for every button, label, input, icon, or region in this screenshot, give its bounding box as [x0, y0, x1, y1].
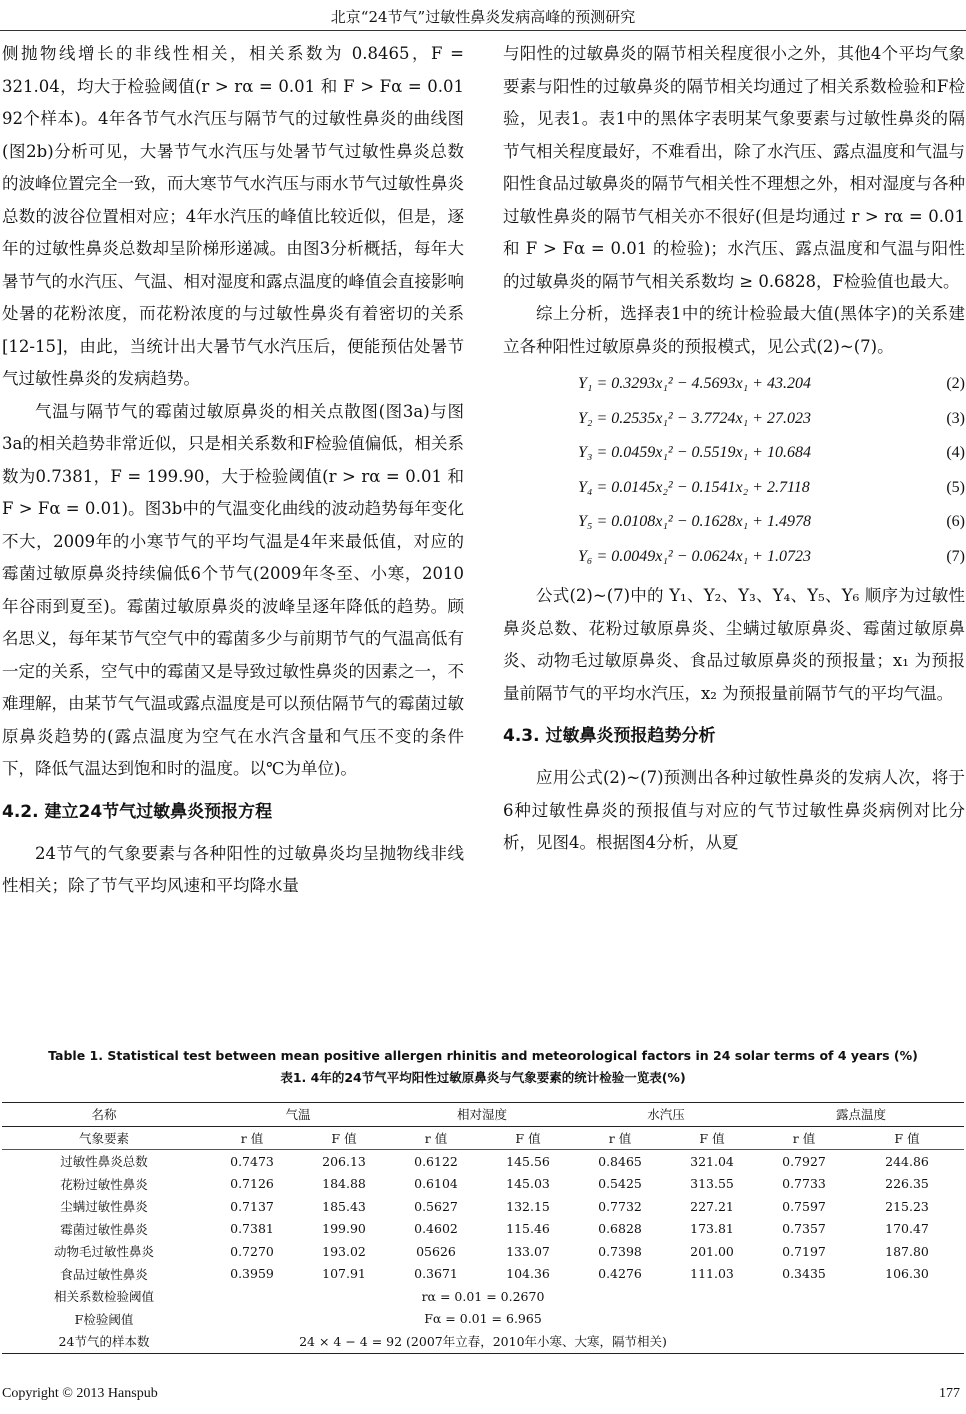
copyright-notice: Copyright © 2013 Hanspub	[2, 1386, 158, 1401]
equation-expr: Y₂ = 0.2535x₁² − 3.7724x₁ + 27.023	[578, 409, 811, 427]
table-cell: 111.03	[690, 1266, 734, 1282]
running-header: 北京“24节气”过敏性鼻炎发病高峰的预测研究	[330, 8, 636, 26]
paragraph: 与阳性的过敏鼻炎的隔节相关程度很小之外，其他4个平均气象要素与阳性的过敏鼻炎的隔节相关均通过了相关系数检验和F检验，见表1。表1中的黑体字表明某气象要素与过敏性鼻炎的隔节气相关程度最好，不难看出，除了水汽压、露点温度和气温与阳性食品过敏鼻炎的隔节气相关性不理想之外，相对湿度与各种过敏性鼻炎的隔节气相关亦不很好(但是均通过 r > rα = 0.01 和 F > Fα = 0.01 的检验)；水汽压、露点温度和气温与阳性的过敏鼻炎的隔节气相关系数均 ≥ 0.6828，F检验值也最大。	[503, 44, 965, 291]
table-cell: 0.6122	[414, 1153, 458, 1169]
table-cell: 24 × 4 − 4 = 92 (2007年立春，2010年小寒、大寒，隔节相关)	[206, 1330, 964, 1353]
table-header-cell: r 值	[390, 1126, 482, 1150]
table-cell: 0.7381	[230, 1221, 274, 1237]
paragraph: 应用公式(2)~(7)预测出各种过敏性鼻炎的发病人次，将于6种过敏性鼻炎的预报值与对应的气节过敏性鼻炎病例对比分析，见图4。根据图4分析，从夏	[503, 768, 965, 852]
table-row	[2, 1218, 964, 1241]
table-header-cell: r 值	[206, 1126, 298, 1150]
table-cell: 05626	[416, 1243, 456, 1259]
table-group-header-row	[2, 1103, 964, 1127]
table-cell: 313.55	[690, 1176, 734, 1192]
table-cell: 0.4602	[414, 1221, 458, 1237]
header-rule	[0, 30, 966, 31]
table-cell: 0.3959	[230, 1266, 274, 1282]
equation-number: (6)	[946, 513, 965, 530]
table-cell: 106.30	[885, 1266, 929, 1282]
table-caption-en: Table 1. Statistical test between mean positive allergen rhinitis and meteorological factors in 24 solar terms of 4 years (%)	[48, 1048, 918, 1063]
equation-number: (5)	[946, 478, 965, 496]
equation	[503, 436, 965, 471]
table-header-cell: 相对湿度	[390, 1103, 574, 1127]
table-cell: 184.88	[322, 1176, 366, 1192]
table-cell: 193.02	[322, 1243, 366, 1259]
table-cell: F检验阈值	[74, 1311, 134, 1327]
table-cell: 145.56	[506, 1153, 550, 1169]
table-cell: 相关系数检验阈值	[53, 1289, 154, 1305]
table-cell: 0.7357	[782, 1221, 826, 1237]
table-cell: 185.43	[322, 1198, 366, 1214]
table-cell: 0.7597	[782, 1198, 826, 1214]
table-row	[2, 1150, 964, 1173]
table-footer-row	[2, 1308, 964, 1331]
table-cell: 170.47	[885, 1221, 929, 1237]
table-cell: 花粉过敏性鼻炎	[60, 1176, 148, 1192]
left-column	[2, 38, 464, 903]
table-row	[2, 1173, 964, 1196]
table-header-cell: 名称	[2, 1103, 206, 1127]
table-cell: 0.6828	[598, 1221, 642, 1237]
table-caption-cn: 表1. 4年的24节气平均阳性过敏原鼻炎与气象要素的统计检验一览表(%)	[280, 1070, 686, 1085]
table-header-cell: F 值	[850, 1126, 964, 1150]
table-cell: 244.86	[885, 1153, 929, 1169]
table-cell: rα = 0.01 = 0.2670	[421, 1288, 545, 1304]
equation-expr: Y₃ = 0.0459x₁² − 0.5519x₁ + 10.684	[578, 444, 811, 461]
table-cell: Fα = 0.01 = 6.965	[424, 1311, 542, 1327]
table-header-cell: 露点温度	[758, 1103, 964, 1127]
table-cell: 尘螨过敏性鼻炎	[60, 1199, 148, 1215]
table-cell: 0.8465	[598, 1153, 642, 1169]
section-heading-4-2: 4.2. 建立24节气过敏鼻炎预报方程	[2, 801, 273, 822]
equation-number: (2)	[946, 375, 965, 392]
paragraph: 侧抛物线增长的非线性相关，相关系数为 0.8465，F = 321.04，均大于检验阈值(r > rα = 0.01 和 F > Fα = 0.01 92个样本)。4年各节气水汽压与隔节气的过敏性鼻炎的曲线图(图2b)分析可见，大暑节气水汽压与处暑节气过敏性鼻炎总数的波峰位置完全一致，而大寒节气水汽压与雨水节气过敏性鼻炎总数的波谷位置相对应；4年水汽压的峰值比较近似，但是，逐年的过敏性鼻炎总数却呈阶梯形递减。由图3分析概括，每年大暑节气的水汽压、气温、相对湿度和露点温度的峰值会直接影响处暑的花粉浓度，而花粉浓度的与过敏性鼻炎有着密切的关系[12-15]，由此，当统计出大暑节气水汽压后，便能预估处暑节气过敏性鼻炎的发病趋势。	[2, 44, 464, 388]
table-cell: 动物毛过敏性鼻炎	[53, 1244, 154, 1260]
table-header-cell: 气温	[206, 1103, 390, 1127]
paragraph: 气温与隔节气的霉菌过敏原鼻炎的相关点散图(图3a)与图3a的相关趋势非常近似，只是相关系数和F检验值偏低，相关系数为0.7381，F = 199.90，大于检验阈值(r > rα = 0.01 和 F > Fα = 0.01)。图3b中的气温变化曲线的波动趋势每年变化不大，2009年的小寒节气的平均气温是4年来最低值，对应的霉菌过敏原鼻炎持续偏低6个节气(2009年冬至、小寒，2010年谷雨到夏至)。霉菌过敏原鼻炎的波峰呈逐年降低的趋势。顾名思义，每年某节气空气中的霉菌多少与前期节气的气温高低有一定的关系，空气中的霉菌又是导致过敏性鼻炎的因素之一，不难理解，由某节气气温或露点温度是可以预估隔节气的霉菌过敏原鼻炎趋势的(露点温度为空气在水汽含量和气压不变的条件下，降低气温达到饱和时的温度。以℃为单位)。	[2, 401, 464, 778]
table-cell: 0.7733	[782, 1176, 826, 1192]
table-cell: 过敏性鼻炎总数	[60, 1154, 148, 1170]
equation	[503, 505, 965, 540]
table-cell: 226.35	[885, 1176, 929, 1192]
table-cell: 107.91	[322, 1266, 366, 1282]
equation	[503, 540, 965, 575]
right-column	[503, 38, 965, 860]
table-cell: 0.5627	[414, 1198, 458, 1214]
table-cell: 0.7473	[230, 1153, 274, 1169]
table-cell: 0.4276	[598, 1266, 642, 1282]
equation-number: (3)	[946, 409, 965, 427]
table-cell: 0.3671	[414, 1266, 458, 1282]
table-cell: 食品过敏性鼻炎	[60, 1266, 148, 1282]
equation	[503, 402, 965, 437]
table-cell: 206.13	[322, 1153, 366, 1169]
table-cell: 132.15	[506, 1198, 550, 1214]
equation-expr: Y₁ = 0.3293x₁² − 4.5693x₁ + 43.204	[578, 375, 811, 392]
equation-expr: Y₆ = 0.0049x₁² − 0.0624x₁ + 1.0723	[578, 547, 811, 565]
table-cell: 115.46	[506, 1221, 550, 1237]
table-cell: 187.80	[885, 1243, 929, 1259]
equation-number: (7)	[946, 547, 965, 565]
table-header-cell: 水汽压	[574, 1103, 758, 1127]
table-cell: 133.07	[506, 1243, 550, 1259]
table-cell: 霉菌过敏性鼻炎	[60, 1221, 148, 1237]
table-row	[2, 1195, 964, 1218]
table-row	[2, 1240, 964, 1263]
table-cell: 215.23	[885, 1198, 929, 1214]
table-cell: 173.81	[690, 1221, 734, 1237]
table-footer-row	[2, 1330, 964, 1353]
table-sub-header-row	[2, 1126, 964, 1150]
table-cell: 321.04	[690, 1153, 734, 1169]
table-cell: 0.7270	[230, 1243, 274, 1259]
table-footer-row	[2, 1285, 964, 1308]
table-cell: 201.00	[690, 1243, 734, 1259]
page-number: 177	[939, 1386, 960, 1401]
section-heading-4-3: 4.3. 过敏鼻炎预报趋势分析	[503, 726, 716, 746]
table-cell: 0.7137	[230, 1198, 274, 1214]
statistics-table	[2, 1102, 964, 1354]
paragraph: 公式(2)~(7)中的 Y₁、Y₂、Y₃、Y₄、Y₅、Y₆ 顺序为过敏性鼻炎总数、花粉过敏原鼻炎、尘螨过敏原鼻炎、霉菌过敏原鼻炎、动物毛过敏原鼻炎、食品过敏原鼻炎的预报量；x₁ 为预报量前隔节气的平均水汽压，x₂ 为预报量前隔节气的平均气温。	[503, 586, 965, 703]
table-cell: 0.3435	[782, 1266, 826, 1282]
table-header-cell: F 值	[666, 1126, 758, 1150]
table-cell: 227.21	[690, 1198, 734, 1214]
table-cell: 145.03	[506, 1176, 550, 1192]
equation	[503, 367, 965, 402]
table-cell: 0.5425	[598, 1176, 642, 1192]
equation-number: (4)	[946, 444, 965, 461]
equation	[503, 471, 965, 506]
table-cell: 0.7398	[598, 1243, 642, 1259]
table-cell: 199.90	[322, 1221, 366, 1237]
table-header-cell: 气象要素	[2, 1126, 206, 1150]
equation-block	[503, 367, 965, 574]
table-header-cell: F 值	[298, 1126, 390, 1150]
paragraph: 24节气的气象要素与各种阳性的过敏鼻炎均呈抛物线非线性相关；除了节气平均风速和平均降水量	[2, 843, 464, 895]
table-cell: 104.36	[506, 1266, 550, 1282]
table-cell: 0.6104	[414, 1176, 458, 1192]
equation-expr: Y₄ = 0.0145x₂² − 0.1541x₂ + 2.7118	[578, 478, 810, 496]
table-cell: 0.7197	[782, 1243, 826, 1259]
table-header-cell: F 值	[482, 1126, 574, 1150]
equation-expr: Y₅ = 0.0108x₁² − 0.1628x₁ + 1.4978	[578, 513, 811, 530]
paragraph: 综上分析，选择表1中的统计检验最大值(黑体字)的关系建立各种阳性过敏原鼻炎的预报模式，见公式(2)~(7)。	[503, 304, 965, 356]
table-header-cell: r 值	[574, 1126, 666, 1150]
table-cell: 0.7732	[598, 1198, 642, 1214]
table-cell: 0.7126	[230, 1176, 274, 1192]
table-cell: 0.7927	[782, 1153, 826, 1169]
table-cell: 24节气的样本数	[2, 1330, 206, 1353]
table-row	[2, 1263, 964, 1286]
table-header-cell: r 值	[758, 1126, 850, 1150]
